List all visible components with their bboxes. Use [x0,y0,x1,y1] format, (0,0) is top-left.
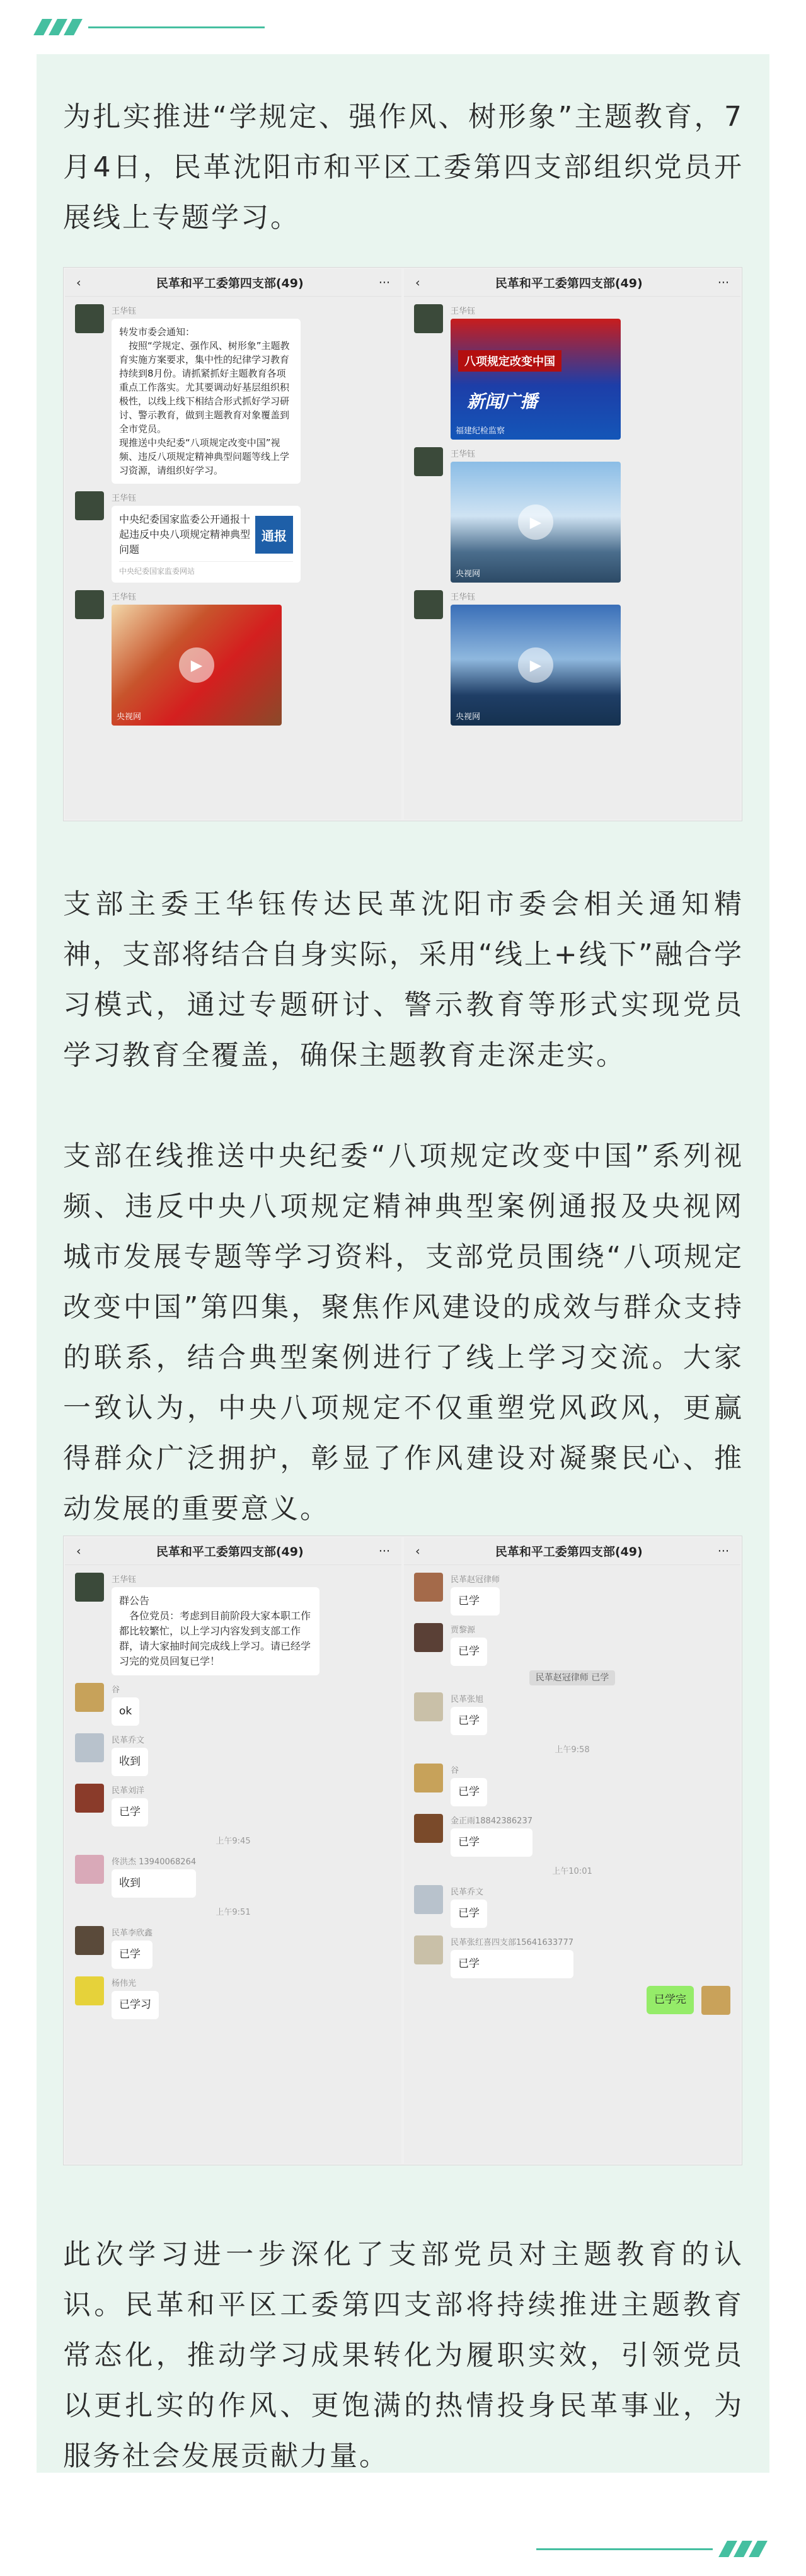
chat-title: 民革和平工委第四支部(49) [156,276,304,290]
phone-left [65,269,401,819]
chat-message [75,1926,391,1969]
sender-name: 王华钰 [112,1575,137,1585]
quote-reply [414,1671,730,1684]
chat-message [75,304,391,484]
avatar [701,1986,730,2015]
avatar [414,1764,443,1792]
phone-left [65,1537,401,2163]
chat-title: 民革和平工委第四支部(49) [495,276,643,290]
chat-header [404,1537,740,1565]
chat-header [404,269,740,297]
sender-name: 谷 [451,1766,459,1775]
video-thumbnail[interactable] [451,605,621,726]
video-source: 央视网 [117,712,142,722]
more-icon[interactable]: ··· [378,275,390,290]
avatar [414,304,443,333]
message-bubble: 已学 [112,1798,148,1827]
notice-bubble: 转发市委会通知： 按照“学规定、强作风、树形象”主题教育实施方案要求，集中性的纪律学习教育持续到8月份。请抓紧抓好主题教育各项重点工作落实。尤其要调动好基层组织积极性，以线上线下相结合形式抓好学习研讨、警示教育，做到主题教育对象覆盖到全市党员。 现推送中央纪委“八项规定改变中国”视频、违反八项规定精神典型问题等线上学习资源，请组织好学习。 [112,319,301,484]
video-thumbnail[interactable] [451,319,621,440]
chat-message [75,1573,391,1675]
message-bubble: ok [112,1697,139,1726]
quote-text: 民革赵冠律师 已学 [529,1670,615,1685]
message-bubble: 已学 [451,1707,487,1735]
avatar [414,590,443,619]
sender-name: 贾黎源 [451,1626,476,1635]
chat-message [75,1733,391,1776]
avatar [414,447,443,476]
message-bubble: 已学 [451,1778,487,1806]
chat-message [75,491,391,583]
own-message [414,1986,730,2015]
avatar [75,1683,104,1712]
sender-name: 谷 [112,1685,120,1695]
video-subtitle: 新闻广播 [467,391,538,412]
decor-line [88,26,265,28]
sender-name: 王华钰 [451,450,476,459]
sender-name: 民革赵冠律师 [451,1575,500,1585]
link-card[interactable] [112,506,301,583]
timestamp: 上午9:51 [216,1908,251,1917]
sender-name: 民革乔文 [451,1888,484,1897]
message-bubble: 已学 [112,1941,153,1969]
video-thumbnail[interactable] [451,462,621,583]
timestamp: 上午10:01 [552,1867,592,1876]
sender-name: 民革张旭 [451,1695,484,1704]
sender-name: 王华钰 [451,593,476,602]
phone-right [404,1537,740,2163]
chat-message [414,304,730,440]
card-badge: 通报 [255,516,293,554]
avatar [414,1885,443,1914]
phone-right [404,269,740,819]
back-icon[interactable]: ‹ [76,275,81,290]
video-source: 福建纪检监察 [456,426,505,436]
back-icon[interactable]: ‹ [415,1544,420,1558]
message-bubble: 已学 [451,1638,487,1666]
decor-slash [64,19,83,35]
message-bubble: 已学 [451,1950,573,1978]
decor-line [536,2548,713,2550]
chat-message [75,590,391,726]
avatar [75,1926,104,1955]
sender-name: 杨伟光 [112,1979,137,1988]
avatar [414,1814,443,1843]
message-bubble: 已学 [451,1900,487,1928]
avatar [75,1733,104,1762]
more-icon[interactable]: ··· [717,1544,729,1558]
chat-title: 民革和平工委第四支部(49) [495,1545,643,1559]
sender-name: 佟洪杰 13940068264 [112,1857,197,1867]
sender-name: 王华钰 [451,307,476,316]
body-paragraph: 支部在线推送中央纪委“八项规定改变中国”系列视频、违反中央八项规定精神典型案例通报及央视网城市发展专题等学习资料，支部党员围绕“八项规定改变中国”第四集，聚焦作风建设的成效与群众支持的联系，结合典型案例进行了线上学习交流。大家一致认为，中央八项规定不仅重塑党风政风，更赢得群众广泛拥护，彰显了作风建设对凝聚民心、推动发展的重要意义。 [63,1140,744,1525]
chat-message [414,590,730,726]
avatar [75,304,104,333]
message-bubble: 已学 [451,1828,533,1857]
body-paragraph: 支部主委王华钰传达民革沈阳市委会相关通知精神，支部将结合自身实际，采用“线上+线下”融合学习模式，通过专题研讨、警示教育等形式实现党员学习教育全覆盖，确保主题教育走深走实。 [63,888,744,1071]
message-bubble: 已学 [451,1587,500,1616]
card-source: 中央纪委国家监委网站 [119,561,293,576]
sender-name: 金正雨18842386237 [451,1816,533,1826]
chat-message [414,1692,730,1735]
avatar [75,1855,104,1884]
chat-message [414,1935,730,1978]
video-title: 八项规定改变中国 [458,350,561,372]
sender-name: 王华钰 [112,593,137,602]
back-icon[interactable]: ‹ [76,1544,81,1558]
timestamp: 上午9:45 [216,1837,251,1846]
chat-message [75,1784,391,1827]
header-decoration [38,19,265,35]
chat-header [65,1537,401,1565]
chat-message [414,1814,730,1857]
own-message-bubble: 已学完 [647,1986,694,2014]
avatar [414,1935,443,1964]
more-icon[interactable]: ··· [378,1544,390,1558]
avatar [75,1784,104,1813]
decor-slash [749,2541,768,2557]
avatar [414,1623,443,1652]
message-bubble: 收到 [112,1748,148,1776]
avatar [75,1573,104,1602]
play-icon[interactable]: ▶ [518,647,553,683]
intro-paragraph: 为扎实推进“学规定、强作风、树形象”主题教育，7月4日，民革沈阳市和平区工委第四支部组织党员开展线上专题学习。 [63,101,744,234]
play-icon[interactable]: ▶ [518,504,553,540]
more-icon[interactable]: ··· [717,275,729,290]
card-title: 中央纪委国家监委公开通报十起违反中央八项规定精神典型问题 [119,513,251,556]
sender-name: 民革李欣鑫 [112,1929,153,1938]
chat-message [414,1885,730,1928]
video-source: 央视网 [456,712,481,722]
chat-message [414,1573,730,1616]
chat-header [65,269,401,297]
chat-message [414,1764,730,1806]
avatar [75,590,104,619]
avatar [414,1573,443,1602]
chat-message [414,1623,730,1666]
announcement-bubble: 群公告 各位党员：考虑到目前阶段大家本职工作都比较繁忙，以上学习内容发到支部工作群，请大家抽时间完成线上学习。请已经学习完的党员回复已学！ [112,1587,320,1675]
closing-paragraph: 此次学习进一步深化了支部党员对主题教育的认识。民革和平区工委第四支部将持续推进主题教育常态化，推动学习成果转化为履职实效，引领党员以更扎实的作风、更饱满的热情投身民革事业，为服务社会发展贡献力量。 [63,2238,744,2472]
video-source: 央视网 [456,569,481,579]
footer-decoration [536,2541,768,2557]
sender-name: 民革刘洋 [112,1786,145,1796]
sender-name: 民革张红喜四支部15641633777 [451,1938,573,1947]
message-bubble: 收到 [112,1869,196,1898]
chat-message [75,1855,391,1898]
chat-title: 民革和平工委第四支部(49) [156,1545,304,1559]
chat-screenshot-1 [63,267,742,821]
video-thumbnail[interactable] [112,605,282,726]
chat-screenshot-2 [63,1536,742,2165]
sender-name: 王华钰 [112,307,137,316]
chat-message [75,1683,391,1726]
sender-name: 民革乔文 [112,1736,145,1745]
play-icon[interactable]: ▶ [179,647,214,683]
message-bubble: 已学习 [112,1991,159,2019]
avatar [75,1976,104,2005]
back-icon[interactable]: ‹ [415,275,420,290]
timestamp: 上午9:58 [555,1745,590,1755]
chat-message [75,1976,391,2019]
sender-name: 王华钰 [112,494,137,503]
avatar [414,1692,443,1721]
avatar [75,491,104,520]
chat-message [414,447,730,583]
